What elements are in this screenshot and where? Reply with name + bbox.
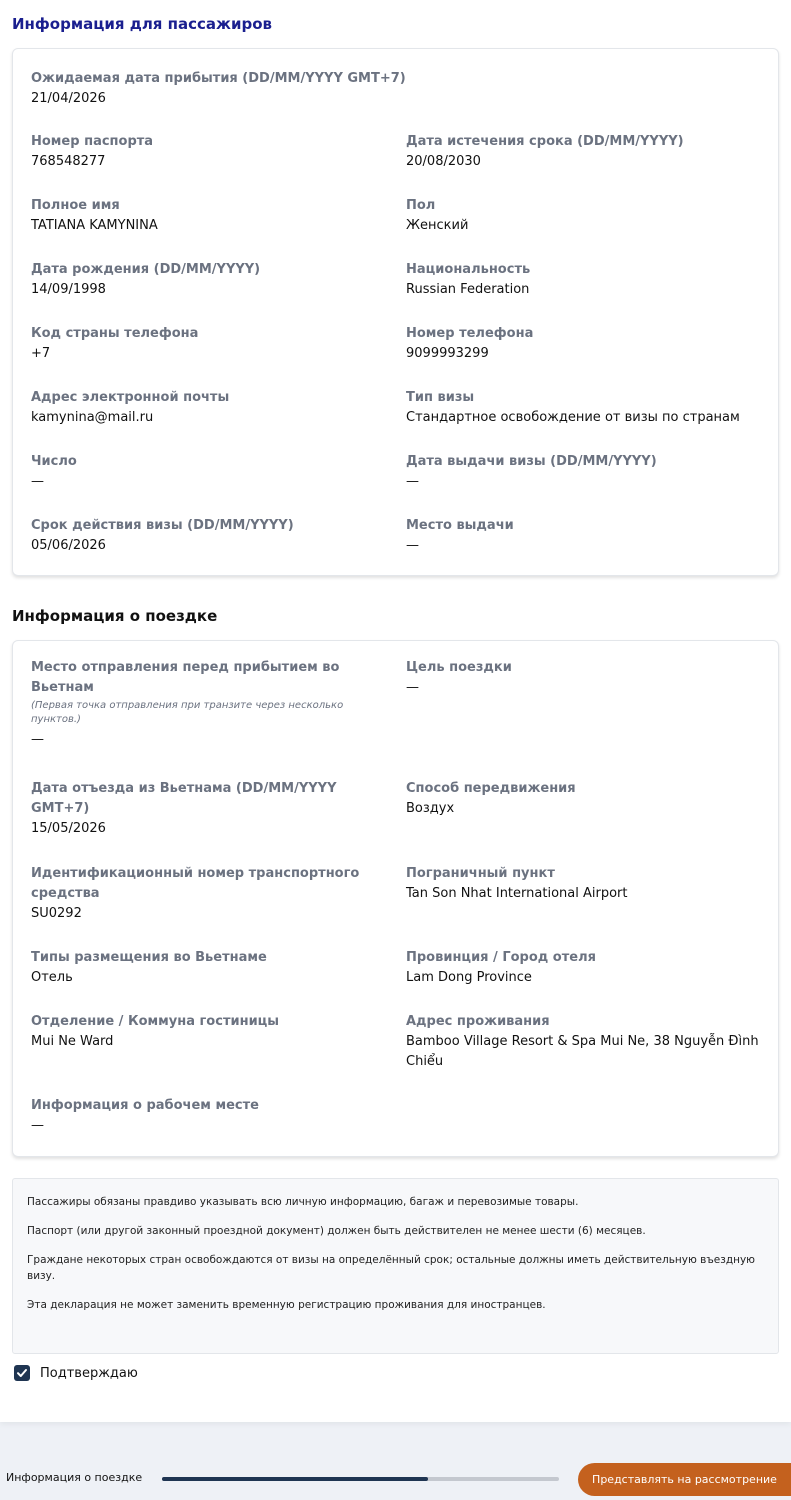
full-name-field [31,196,386,236]
visa-issue-date-field [406,452,761,492]
field-value: kamynina@mail.ru [31,410,154,425]
field-label: Цель поездки [406,660,512,675]
residence-address-field [406,1012,766,1072]
field-label: Место отправления перед прибытием во Вьетнам [31,660,340,695]
field-label: Номер телефона [406,326,534,341]
field-label: Идентификационный номер транспортного средства [31,866,360,901]
field-value: TATIANA KAMYNINA [31,218,158,233]
transport-mode-field [406,779,761,819]
field-label: Информация о рабочем месте [31,1098,259,1113]
email-field [31,388,386,428]
confirm-checkbox-row[interactable] [14,1364,138,1382]
field-value: SU0292 [31,906,82,921]
field-label: Типы размещения во Вьетнаме [31,950,267,965]
field-value: Mui Ne Ward [31,1034,114,1049]
accommodation-type-field [31,948,386,988]
phone-code-field [31,324,386,364]
visa-validity-field [31,516,386,556]
field-label: Число [31,454,77,469]
nationality-field [406,260,761,300]
field-value: 05/06/2026 [31,538,106,553]
arrival-date-field [31,69,631,109]
field-label: Адрес электронной почты [31,390,230,405]
field-label: Срок действия визы (DD/MM/YYYY) [31,518,294,533]
field-label: Адрес проживания [406,1014,550,1029]
field-value: Воздух [406,801,455,816]
declaration-notice [12,1178,779,1354]
trip-purpose-field [406,658,761,698]
field-value: — [406,474,419,489]
visa-number-field [31,452,386,492]
passenger-section-title: Информация для пассажиров [12,15,273,33]
hotel-province-field [406,948,761,988]
vehicle-id-field [31,864,376,924]
gender-field [406,196,761,236]
confirm-label: Подтверждаю [40,1365,138,1381]
field-value: 21/04/2026 [31,91,106,106]
passenger-info-card [12,48,779,576]
trip-section-title: Информация о поездке [12,607,218,625]
field-value: 15/05/2026 [31,821,106,836]
trip-info-card [12,640,779,1157]
field-value: 768548277 [31,154,106,169]
passport-number-field [31,132,386,172]
field-value: 9099993299 [406,346,489,361]
departure-date-field [31,779,376,839]
confirm-checkbox[interactable] [14,1365,30,1381]
field-label: Пограничный пункт [406,866,555,881]
field-value: Стандартное освобождение от визы по странам [406,410,740,425]
notice-line: Граждане некоторых стран освобождаются от визы на определённый срок; остальные должны иметь действительную въездную визу. [27,1254,755,1282]
check-icon [16,1367,28,1379]
phone-number-field [406,324,761,364]
notice-line: Паспорт (или другой законный проездной документ) должен быть действителен не менее шести (6) месяцев. [27,1225,646,1237]
field-label: Пол [406,198,436,213]
field-label: Способ передвижения [406,781,576,796]
field-label: Дата выдачи визы (DD/MM/YYYY) [406,454,657,469]
field-label: Код страны телефона [31,326,199,341]
birth-date-field [31,260,386,300]
field-label: Полное имя [31,198,120,213]
notice-line: Эта декларация не может заменить временную регистрацию проживания для иностранцев. [27,1299,546,1311]
field-label: Национальность [406,262,531,277]
border-gate-field [406,864,761,904]
field-value: — [31,732,44,747]
departure-place-field [31,658,376,750]
field-value: — [406,680,419,695]
field-label: Место выдачи [406,518,514,533]
field-value: Женский [406,218,469,233]
notice-line: Пассажиры обязаны правдиво указывать всю личную информацию, багаж и перевозимые товары. [27,1196,579,1208]
field-value: Lam Dong Province [406,970,532,985]
field-value: 14/09/1998 [31,282,106,297]
field-label: Отделение / Коммуна гостиницы [31,1014,280,1029]
field-label: Дата истечения срока (DD/MM/YYYY) [406,134,684,149]
field-value: Russian Federation [406,282,530,297]
field-value: Bamboo Village Resort & Spa Mui Ne, 38 Nguyễn Đình Chiểu [406,1034,759,1069]
passport-expiry-field [406,132,761,172]
field-value: — [31,474,44,489]
visa-type-field [406,388,771,428]
submit-button[interactable]: Представлять на рассмотрение [578,1463,791,1496]
field-value: — [31,1118,44,1133]
field-value: +7 [31,346,51,361]
visa-issue-place-field [406,516,761,556]
field-label: Номер паспорта [31,134,154,149]
field-label: Ожидаемая дата прибытия (DD/MM/YYYY GMT+7) [31,71,406,86]
current-step-label: Информация о поездке [6,1471,143,1484]
field-label: Провинция / Город отеля [406,950,596,965]
field-hint: (Первая точка отправления при транзите через несколько пунктов.) [31,700,344,725]
field-value: — [406,538,419,553]
field-label: Тип визы [406,390,475,405]
field-value: Tan Son Nhat International Airport [406,886,628,901]
workplace-field [31,1096,386,1136]
field-value: Отель [31,970,73,985]
field-label: Дата рождения (DD/MM/YYYY) [31,262,261,277]
progress-bar [162,1477,559,1481]
progress-bar-fill [162,1477,428,1481]
field-value: 20/08/2030 [406,154,481,169]
field-label: Дата отъезда из Вьетнама (DD/MM/YYYY GMT+7) [31,781,337,816]
hotel-ward-field [31,1012,386,1052]
